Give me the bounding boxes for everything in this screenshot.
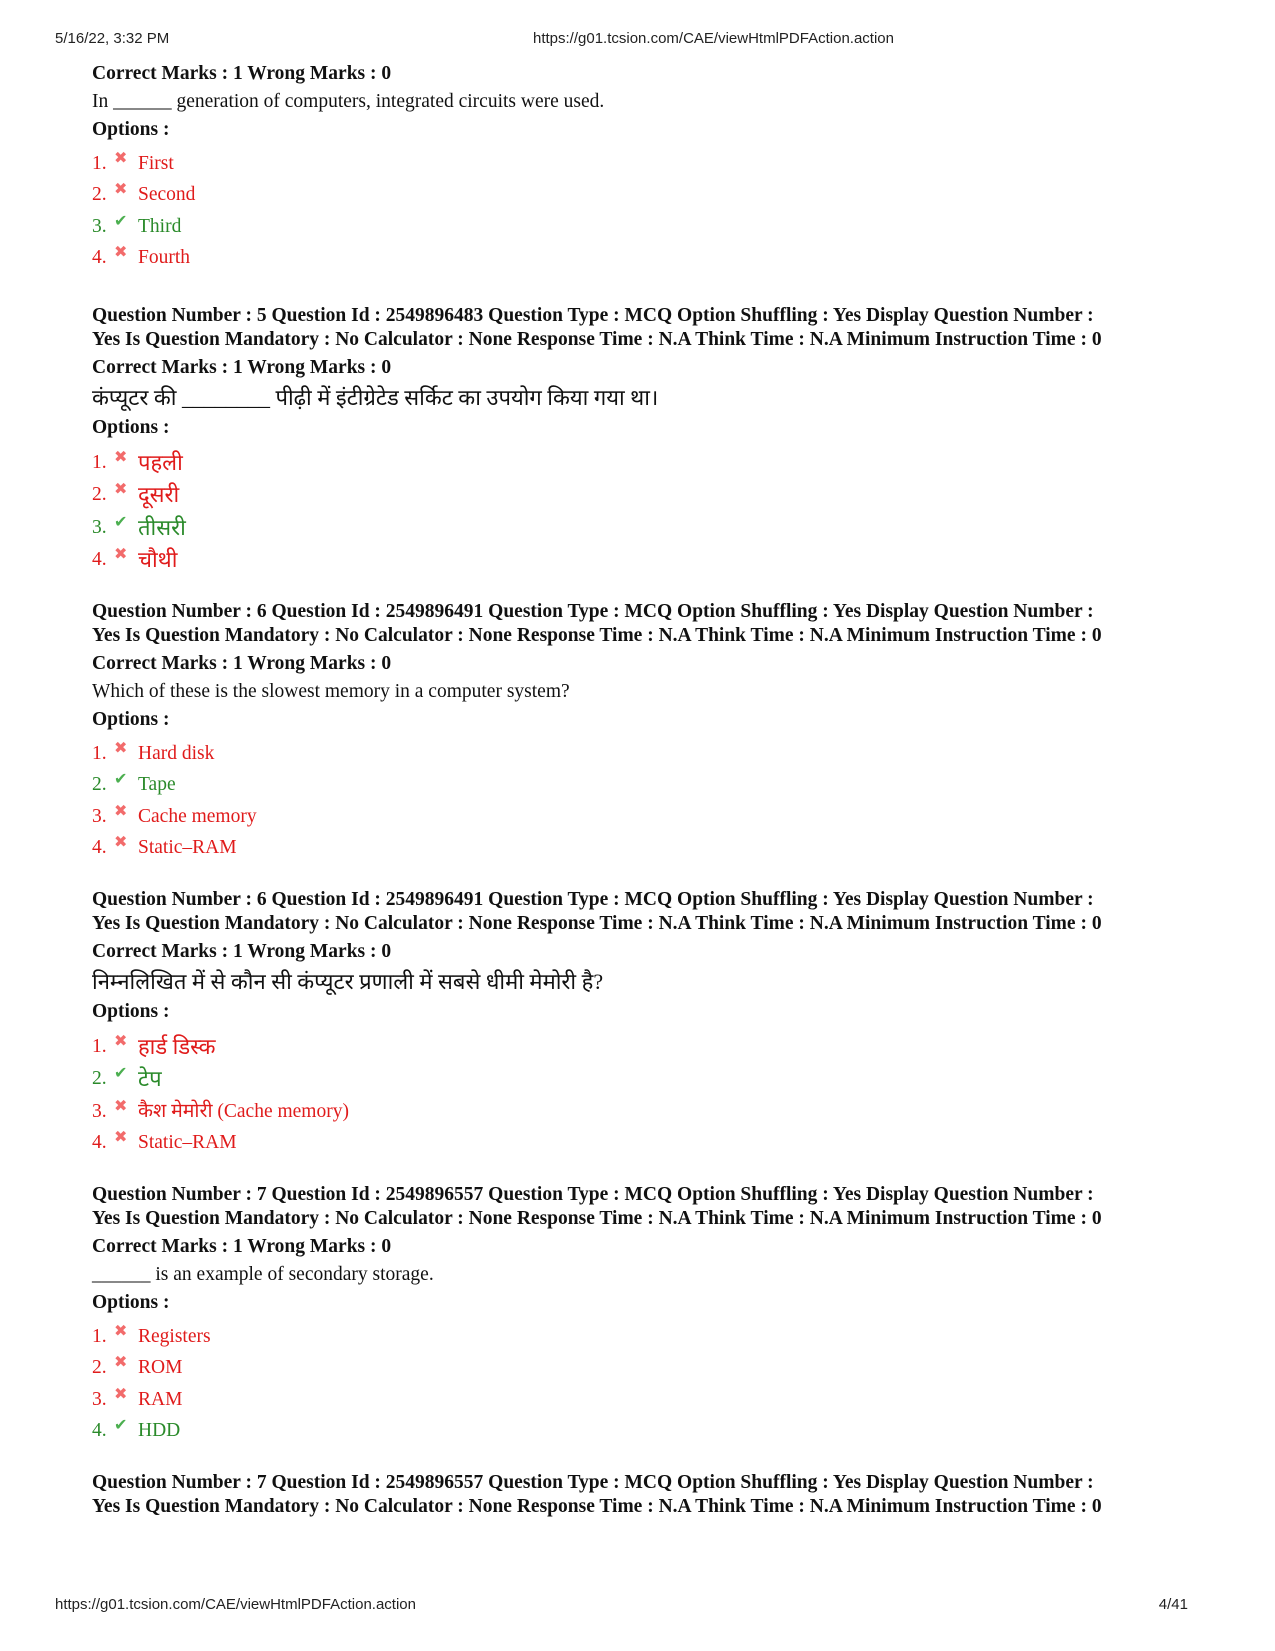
option-text: Static–RAM [138, 1132, 237, 1153]
question-paper [92, 58, 1212, 1519]
question-meta: Question Number : 7 Question Id : 2549896557 Question Type : MCQ Option Shuffling : Yes Display Question Number : [92, 1472, 1094, 1493]
question-meta: Yes Is Question Mandatory : No Calculator : None Response Time : N.A Think Time : N.A Minimum Instruction Time : 0 [92, 329, 1102, 350]
page-number: 4/41 [1158, 1596, 1188, 1613]
question-block [92, 62, 1212, 272]
marks-line: Correct Marks : 1 Wrong Marks : 0 [92, 941, 392, 962]
option-number: 4. [92, 837, 107, 858]
question-block [92, 888, 1212, 1157]
option-item [92, 209, 1212, 241]
marks-line: Correct Marks : 1 Wrong Marks : 0 [92, 1236, 392, 1257]
cross-icon: ✖ [114, 479, 128, 498]
option-number: 3. [92, 805, 107, 827]
question-text: कंप्यूटर की ________ पीढ़ी में इंटीग्रेटेड सर्किट का उपयोग किया गया था। [92, 385, 659, 410]
option-item [92, 1382, 1212, 1414]
option-item [92, 241, 1212, 273]
option-item [92, 1028, 1212, 1061]
question-meta: Question Number : 7 Question Id : 2549896557 Question Type : MCQ Option Shuffling : Yes Display Question Number : [92, 1184, 1094, 1205]
option-text: Tape [138, 774, 176, 795]
marks-line: Correct Marks : 1 Wrong Marks : 0 [92, 63, 392, 84]
option-item [92, 178, 1212, 210]
question-text: निम्नलिखित में से कौन सी कंप्यूटर प्रणाली में सबसे धीमी मेमोरी है? [92, 969, 604, 994]
option-item [92, 542, 1212, 575]
option-item [92, 768, 1212, 800]
option-item [92, 509, 1212, 542]
option-text: चौथी [138, 547, 178, 572]
print-date: 5/16/22, 3:32 PM [55, 30, 170, 47]
option-text: हार्ड डिस्क [138, 1033, 216, 1059]
option-number: 3. [92, 516, 107, 538]
option-item [92, 799, 1212, 831]
options-label: Options : [92, 709, 170, 730]
option-number: 2. [92, 1357, 107, 1378]
option-number: 1. [92, 742, 107, 764]
option-text: तीसरी [138, 514, 186, 540]
question-text: ______ is an example of secondary storage. [92, 1264, 434, 1285]
option-item [92, 736, 1212, 768]
options-label: Options : [92, 417, 170, 438]
question-block [92, 304, 1212, 574]
option-text: पहली [138, 449, 183, 475]
option-number: 2. [92, 484, 107, 505]
cross-icon: ✖ [114, 1030, 128, 1050]
question-meta: Question Number : 6 Question Id : 2549896491 Question Type : MCQ Option Shuffling : Yes Display Question Number : [92, 889, 1094, 910]
options-label: Options : [92, 1292, 170, 1313]
question-meta: Yes Is Question Mandatory : No Calculator : None Response Time : N.A Think Time : N.A Minimum Instruction Time : 0 [92, 1496, 1102, 1517]
option-item [92, 1093, 1212, 1126]
option-number: 1. [92, 451, 107, 473]
option-item [92, 1351, 1212, 1383]
footer-url: https://g01.tcsion.com/CAE/viewHtmlPDFAction.action [55, 1596, 416, 1613]
cross-icon: ✖ [114, 544, 128, 563]
option-number: 2. [92, 1068, 107, 1089]
question-block [92, 1471, 1212, 1519]
option-text: Registers [138, 1325, 211, 1347]
option-text: कैश मेमोरी (Cache memory) [138, 1100, 349, 1122]
cross-icon: ✖ [114, 446, 128, 466]
marks-line: Correct Marks : 1 Wrong Marks : 0 [92, 653, 392, 674]
option-text: Second [138, 184, 196, 205]
question-block [92, 1183, 1212, 1445]
option-number: 4. [92, 247, 107, 268]
question-meta: Question Number : 6 Question Id : 2549896491 Question Type : MCQ Option Shuffling : Yes Display Question Number : [92, 601, 1094, 622]
question-meta: Question Number : 5 Question Id : 2549896483 Question Type : MCQ Option Shuffling : Yes Display Question Number : [92, 305, 1094, 326]
cross-icon: ✖ [114, 179, 128, 198]
marks-line: Correct Marks : 1 Wrong Marks : 0 [92, 357, 392, 378]
option-text: HDD [138, 1420, 181, 1441]
cross-icon: ✖ [114, 1352, 128, 1371]
option-number: 3. [92, 1388, 107, 1410]
check-icon: ✔ [114, 511, 128, 531]
option-number: 4. [92, 1132, 107, 1153]
option-number: 2. [92, 774, 107, 795]
cross-icon: ✖ [114, 1095, 128, 1115]
option-item [92, 146, 1212, 178]
question-meta: Yes Is Question Mandatory : No Calculator : None Response Time : N.A Think Time : N.A Minimum Instruction Time : 0 [92, 625, 1102, 646]
option-number: 2. [92, 184, 107, 205]
option-number: 1. [92, 1325, 107, 1347]
option-item [92, 1061, 1212, 1094]
option-item [92, 831, 1212, 863]
option-item [92, 1126, 1212, 1158]
page-header [55, 30, 1220, 50]
option-number: 1. [92, 152, 107, 174]
cross-icon: ✖ [114, 1320, 128, 1340]
option-text: First [138, 152, 174, 174]
option-number: 1. [92, 1035, 107, 1057]
cross-icon: ✖ [114, 1127, 128, 1146]
check-icon: ✔ [114, 1063, 128, 1082]
cross-icon: ✖ [114, 800, 128, 820]
option-number: 3. [92, 215, 107, 237]
option-item [92, 477, 1212, 510]
cross-icon: ✖ [114, 147, 128, 167]
question-meta: Yes Is Question Mandatory : No Calculator : None Response Time : N.A Think Time : N.A Minimum Instruction Time : 0 [92, 913, 1102, 934]
question-text: Which of these is the slowest memory in a computer system? [92, 681, 570, 702]
cross-icon: ✖ [114, 737, 128, 757]
option-text: टेप [138, 1066, 162, 1091]
option-number: 4. [92, 1420, 107, 1441]
question-text: In ______ generation of computers, integrated circuits were used. [92, 91, 605, 112]
options-label: Options : [92, 119, 170, 140]
option-text: Third [138, 215, 182, 237]
check-icon: ✔ [114, 769, 128, 788]
options-label: Options : [92, 1001, 170, 1022]
cross-icon: ✖ [114, 832, 128, 851]
question-meta: Yes Is Question Mandatory : No Calculator : None Response Time : N.A Think Time : N.A Minimum Instruction Time : 0 [92, 1208, 1102, 1229]
question-block [92, 600, 1212, 862]
option-text: Static–RAM [138, 837, 237, 858]
option-item [92, 444, 1212, 477]
option-text: Cache memory [138, 805, 257, 827]
option-text: Hard disk [138, 742, 215, 764]
option-item [92, 1319, 1212, 1351]
option-text: Fourth [138, 247, 191, 268]
page-footer [55, 1596, 1220, 1616]
option-number: 4. [92, 549, 107, 570]
cross-icon: ✖ [114, 242, 128, 261]
option-item [92, 1414, 1212, 1446]
check-icon: ✔ [114, 1415, 128, 1434]
check-icon: ✔ [114, 210, 128, 230]
header-url: https://g01.tcsion.com/CAE/viewHtmlPDFAction.action [533, 30, 894, 47]
cross-icon: ✖ [114, 1383, 128, 1403]
option-number: 3. [92, 1100, 107, 1122]
option-text: दूसरी [138, 482, 180, 507]
option-text: ROM [138, 1357, 183, 1378]
option-text: RAM [138, 1388, 183, 1410]
